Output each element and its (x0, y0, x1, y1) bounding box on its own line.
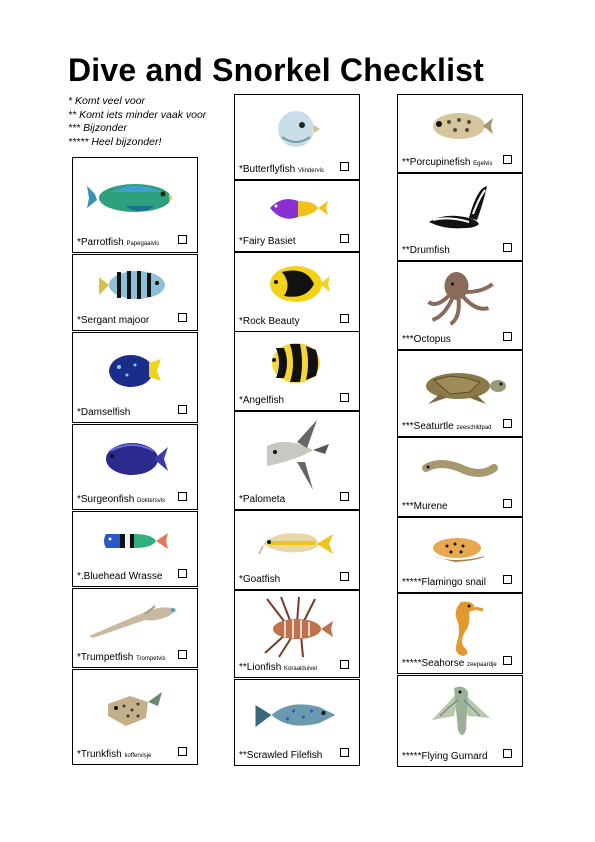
species-label (402, 577, 486, 588)
species-name: *Butterflyfish (239, 164, 296, 175)
checklist-card (397, 675, 523, 767)
species-label (402, 421, 492, 432)
species-label (77, 652, 166, 663)
checklist-card (397, 173, 523, 261)
checklist-card (72, 157, 198, 253)
species-label (239, 164, 324, 175)
species-name: *Surgeonfish (77, 494, 135, 505)
seen-checkbox[interactable] (503, 155, 512, 164)
species-label (402, 334, 451, 345)
species-dutch-name: zeepaardje (467, 662, 497, 668)
species-name: *Palometa (239, 494, 286, 505)
species-label (77, 749, 151, 760)
legend-line: ***** Heel bijzonder! (68, 135, 162, 148)
species-label (402, 751, 488, 762)
species-name: **Drumfish (402, 245, 450, 256)
seen-checkbox[interactable] (340, 660, 349, 669)
seen-checkbox[interactable] (503, 332, 512, 341)
species-label (239, 574, 280, 585)
checklist-card (397, 350, 523, 437)
checklist-card (72, 669, 198, 765)
checklist-card (234, 252, 360, 332)
species-label (402, 658, 497, 669)
legend-line: ** Komt iets minder vaak voor (68, 108, 207, 121)
species-dutch-name: Koraalduivel (284, 666, 318, 672)
species-name: *Rock Beauty (239, 316, 300, 327)
species-name: ***Octopus (402, 334, 451, 345)
checklist-card (234, 679, 360, 766)
seen-checkbox[interactable] (178, 650, 187, 659)
legend-line: *** Bijzonder (68, 122, 127, 134)
species-name: *Sergant majoor (77, 315, 150, 326)
species-dutch-name: koffervisje (124, 753, 152, 759)
species-dutch-name: Trompetvis (136, 656, 166, 662)
checklist-card (234, 94, 360, 180)
species-name: **Lionfish (239, 662, 282, 673)
species-dutch-name: Doktersvis (137, 498, 166, 504)
species-name: *****Flying Gurnard (402, 751, 488, 762)
species-name: *****Flamingo snail (402, 577, 486, 588)
species-label (239, 662, 317, 673)
species-label (402, 157, 493, 168)
species-label (77, 237, 159, 248)
species-dutch-name: Papegaaivis (126, 241, 160, 247)
checklist-card (397, 261, 523, 350)
seen-checkbox[interactable] (178, 569, 187, 578)
seen-checkbox[interactable] (340, 162, 349, 171)
species-label (77, 315, 149, 326)
rarity-legend (68, 95, 206, 149)
checklist-card (72, 588, 198, 668)
seen-checkbox[interactable] (503, 243, 512, 252)
seen-checkbox[interactable] (503, 419, 512, 428)
checklist-card (397, 94, 523, 173)
species-name: *Damselfish (77, 407, 131, 418)
seen-checkbox[interactable] (178, 747, 187, 756)
species-label (239, 750, 322, 761)
checklist-card (234, 510, 360, 590)
checklist-card (72, 254, 198, 331)
checklist-card (72, 424, 198, 510)
species-label (77, 494, 165, 505)
seen-checkbox[interactable] (178, 492, 187, 501)
species-name: ***Murene (402, 501, 448, 512)
seen-checkbox[interactable] (178, 405, 187, 414)
checklist-card (397, 517, 523, 593)
species-label (402, 245, 450, 256)
species-label (239, 236, 296, 247)
species-name: *Trumpetfish (77, 652, 134, 663)
species-label (77, 571, 162, 582)
species-name: *Trunkfish (77, 749, 122, 760)
seen-checkbox[interactable] (503, 575, 512, 584)
legend-line: * Komt veel voor (68, 95, 146, 107)
species-name: *****Seahorse (402, 658, 465, 669)
seen-checkbox[interactable] (178, 313, 187, 322)
seen-checkbox[interactable] (340, 314, 349, 323)
seen-checkbox[interactable] (340, 234, 349, 243)
checklist-card (234, 590, 360, 678)
species-label (239, 395, 284, 406)
seen-checkbox[interactable] (503, 749, 512, 758)
checklist-card (72, 332, 198, 423)
species-name: **Scrawled Filefish (239, 750, 323, 761)
seen-checkbox[interactable] (340, 748, 349, 757)
checklist-card (397, 437, 523, 517)
checklist-card (234, 180, 360, 252)
page-title: Dive and Snorkel Checklist (68, 52, 485, 88)
species-dutch-name: Egelvis (473, 161, 493, 167)
species-dutch-name: zeeschildpad (456, 425, 492, 431)
species-name: *Angelfish (239, 395, 285, 406)
species-name: ***Seaturtle (402, 421, 454, 432)
checklist-card (234, 411, 360, 510)
seen-checkbox[interactable] (340, 492, 349, 501)
seen-checkbox[interactable] (340, 393, 349, 402)
seen-checkbox[interactable] (340, 572, 349, 581)
checklist-card (234, 331, 360, 411)
seen-checkbox[interactable] (503, 656, 512, 665)
seen-checkbox[interactable] (178, 235, 187, 244)
species-label (402, 501, 448, 512)
species-name: *Fairy Basiet (239, 236, 296, 247)
species-name: **Porcupinefish (402, 157, 471, 168)
species-label (77, 407, 130, 418)
species-name: *Parrotfish (77, 237, 124, 248)
species-name: *.Bluehead Wrasse (77, 571, 163, 582)
species-label (239, 494, 285, 505)
species-label (239, 316, 300, 327)
checklist-card (397, 593, 523, 674)
checklist-card (72, 511, 198, 587)
species-name: *Goatfish (239, 574, 281, 585)
seen-checkbox[interactable] (503, 499, 512, 508)
species-dutch-name: Vlindervis (297, 168, 324, 174)
